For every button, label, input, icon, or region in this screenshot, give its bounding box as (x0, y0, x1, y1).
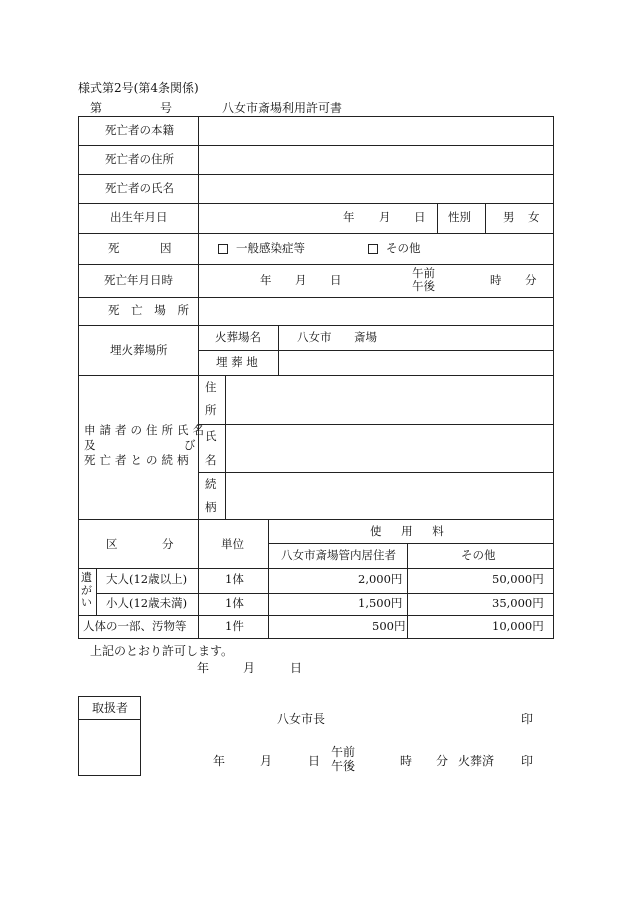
fee-row-adult-resident: 2,000円 (358, 572, 403, 586)
mayor-title: 八女市長 (277, 712, 326, 726)
crematorium-suffix: 斎場 (354, 330, 377, 344)
cremation-year-unit: 年 (213, 754, 226, 768)
checkbox-icon (218, 244, 228, 254)
cause-option-other[interactable] (368, 243, 421, 255)
field-applicant-relation[interactable] (228, 474, 550, 517)
cremation-am-option[interactable]: 午前 (331, 745, 356, 759)
crematorium-city: 八女市 (297, 330, 332, 344)
label-crematorium-name: 火葬場名 (215, 330, 261, 344)
mayor-seal-mark: 印 (521, 712, 534, 726)
label-sex: 性別 (448, 210, 471, 224)
field-deceased-address[interactable] (200, 147, 550, 171)
fee-row-child-other: 35,000円 (492, 596, 544, 610)
label-death-datetime: 死亡年月日時 (104, 273, 173, 287)
field-deceased-name[interactable] (200, 176, 550, 200)
label-applicant-address-1: 住 (205, 380, 217, 394)
permit-statement: 上記のとおり許可します。 (90, 644, 234, 658)
checkbox-icon (368, 244, 378, 254)
cremation-completed-label: 火葬済 (458, 754, 495, 768)
label-applicant-name-1: 氏 (205, 429, 217, 443)
birth-year-unit: 年 (343, 210, 355, 224)
field-applicant-name[interactable] (228, 426, 550, 470)
cremation-month-unit: 月 (260, 754, 273, 768)
death-am-option[interactable]: 午前 (412, 266, 435, 280)
label-applicant-and-2: び (184, 438, 196, 452)
death-minute-unit: 分 (525, 273, 537, 287)
label-handler: 取扱者 (92, 701, 129, 715)
death-hour-unit: 時 (490, 273, 502, 287)
fee-row-body-part-label: 人体の一部、汚物等 (83, 619, 187, 633)
sex-male-option[interactable]: 男 (503, 210, 515, 224)
label-birth-date: 出生年月日 (110, 210, 168, 224)
fee-row-body-part-resident: 500円 (372, 619, 406, 633)
fee-header-resident: 八女市斎場管内居住者 (281, 548, 396, 562)
field-burial-ground[interactable] (282, 352, 550, 372)
cremation-day-unit: 日 (308, 754, 321, 768)
birth-month-unit: 月 (379, 210, 391, 224)
label-applicant-line3: 死亡者との続柄 (84, 453, 193, 467)
fee-header-category-1: 区 (106, 537, 118, 551)
label-deceased-address: 死亡者の住所 (105, 152, 174, 166)
death-year-unit: 年 (260, 273, 272, 287)
cause-option-general-infection[interactable] (218, 243, 305, 255)
fee-header-usage-fee: 使 用 料 (370, 524, 452, 538)
birth-day-unit: 日 (414, 210, 426, 224)
document-number-suffix: 号 (160, 101, 173, 115)
handler-seal-field[interactable] (80, 721, 138, 773)
sex-female-option[interactable]: 女 (528, 210, 540, 224)
field-death-place[interactable] (200, 299, 550, 323)
fee-side-label-remains: 遺 が い (81, 571, 92, 610)
cremation-seal-mark: 印 (521, 754, 534, 768)
fee-row-child-label: 小人(12歳未満) (106, 596, 188, 610)
permit-day-unit: 日 (290, 661, 303, 675)
cremation-hour-unit: 時 (400, 754, 413, 768)
field-applicant-address[interactable] (228, 377, 550, 422)
permit-month-unit: 月 (243, 661, 256, 675)
label-applicant-line1: 申請者の住所氏名 (84, 423, 208, 437)
fee-header-category-2: 分 (162, 537, 174, 551)
label-domicile: 死亡者の本籍 (105, 123, 174, 137)
cause-option-other-label: その他 (386, 241, 421, 255)
cause-option-general-infection-label: 一般感染症等 (236, 241, 305, 255)
document-number-label: 第 (90, 101, 103, 115)
death-ampm-selector[interactable] (412, 267, 435, 293)
fee-row-adult-label: 大人(12歳以上) (106, 572, 188, 586)
fee-header-other: その他 (461, 548, 496, 562)
label-applicant-relation-2: 柄 (205, 500, 217, 514)
fee-row-adult-unit: 1体 (225, 572, 244, 586)
cremation-ampm-selector[interactable] (331, 746, 355, 774)
label-death-place: 死 亡 場 所 (108, 303, 193, 317)
fee-header-unit: 単位 (221, 537, 244, 551)
document-title: 八女市斎場利用許可書 (222, 101, 343, 115)
label-applicant-name-2: 名 (205, 453, 217, 467)
label-applicant-relation-1: 続 (205, 477, 217, 491)
death-day-unit: 日 (330, 273, 342, 287)
fee-row-child-unit: 1体 (225, 596, 244, 610)
label-burial-place: 埋火葬場所 (110, 343, 168, 357)
label-deceased-name: 死亡者の氏名 (105, 181, 174, 195)
permit-year-unit: 年 (197, 661, 210, 675)
label-applicant-address-2: 所 (205, 403, 217, 417)
fee-row-body-part-unit: 1件 (225, 619, 244, 633)
fee-row-body-part-other: 10,000円 (492, 619, 544, 633)
label-burial-ground: 埋 葬 地 (216, 355, 258, 369)
cremation-pm-option[interactable]: 午後 (331, 758, 356, 773)
label-applicant-and: 及 (84, 438, 96, 452)
death-pm-option[interactable]: 午後 (412, 279, 435, 294)
form-number: 様式第2号(第4条関係) (78, 81, 199, 95)
cremation-minute-unit: 分 (436, 754, 449, 768)
fee-row-adult-other: 50,000円 (492, 572, 544, 586)
label-cause-1: 死 (108, 241, 120, 255)
fee-row-child-resident: 1,500円 (358, 596, 403, 610)
field-domicile[interactable] (200, 118, 550, 142)
label-cause-2: 因 (160, 241, 172, 255)
death-month-unit: 月 (295, 273, 307, 287)
